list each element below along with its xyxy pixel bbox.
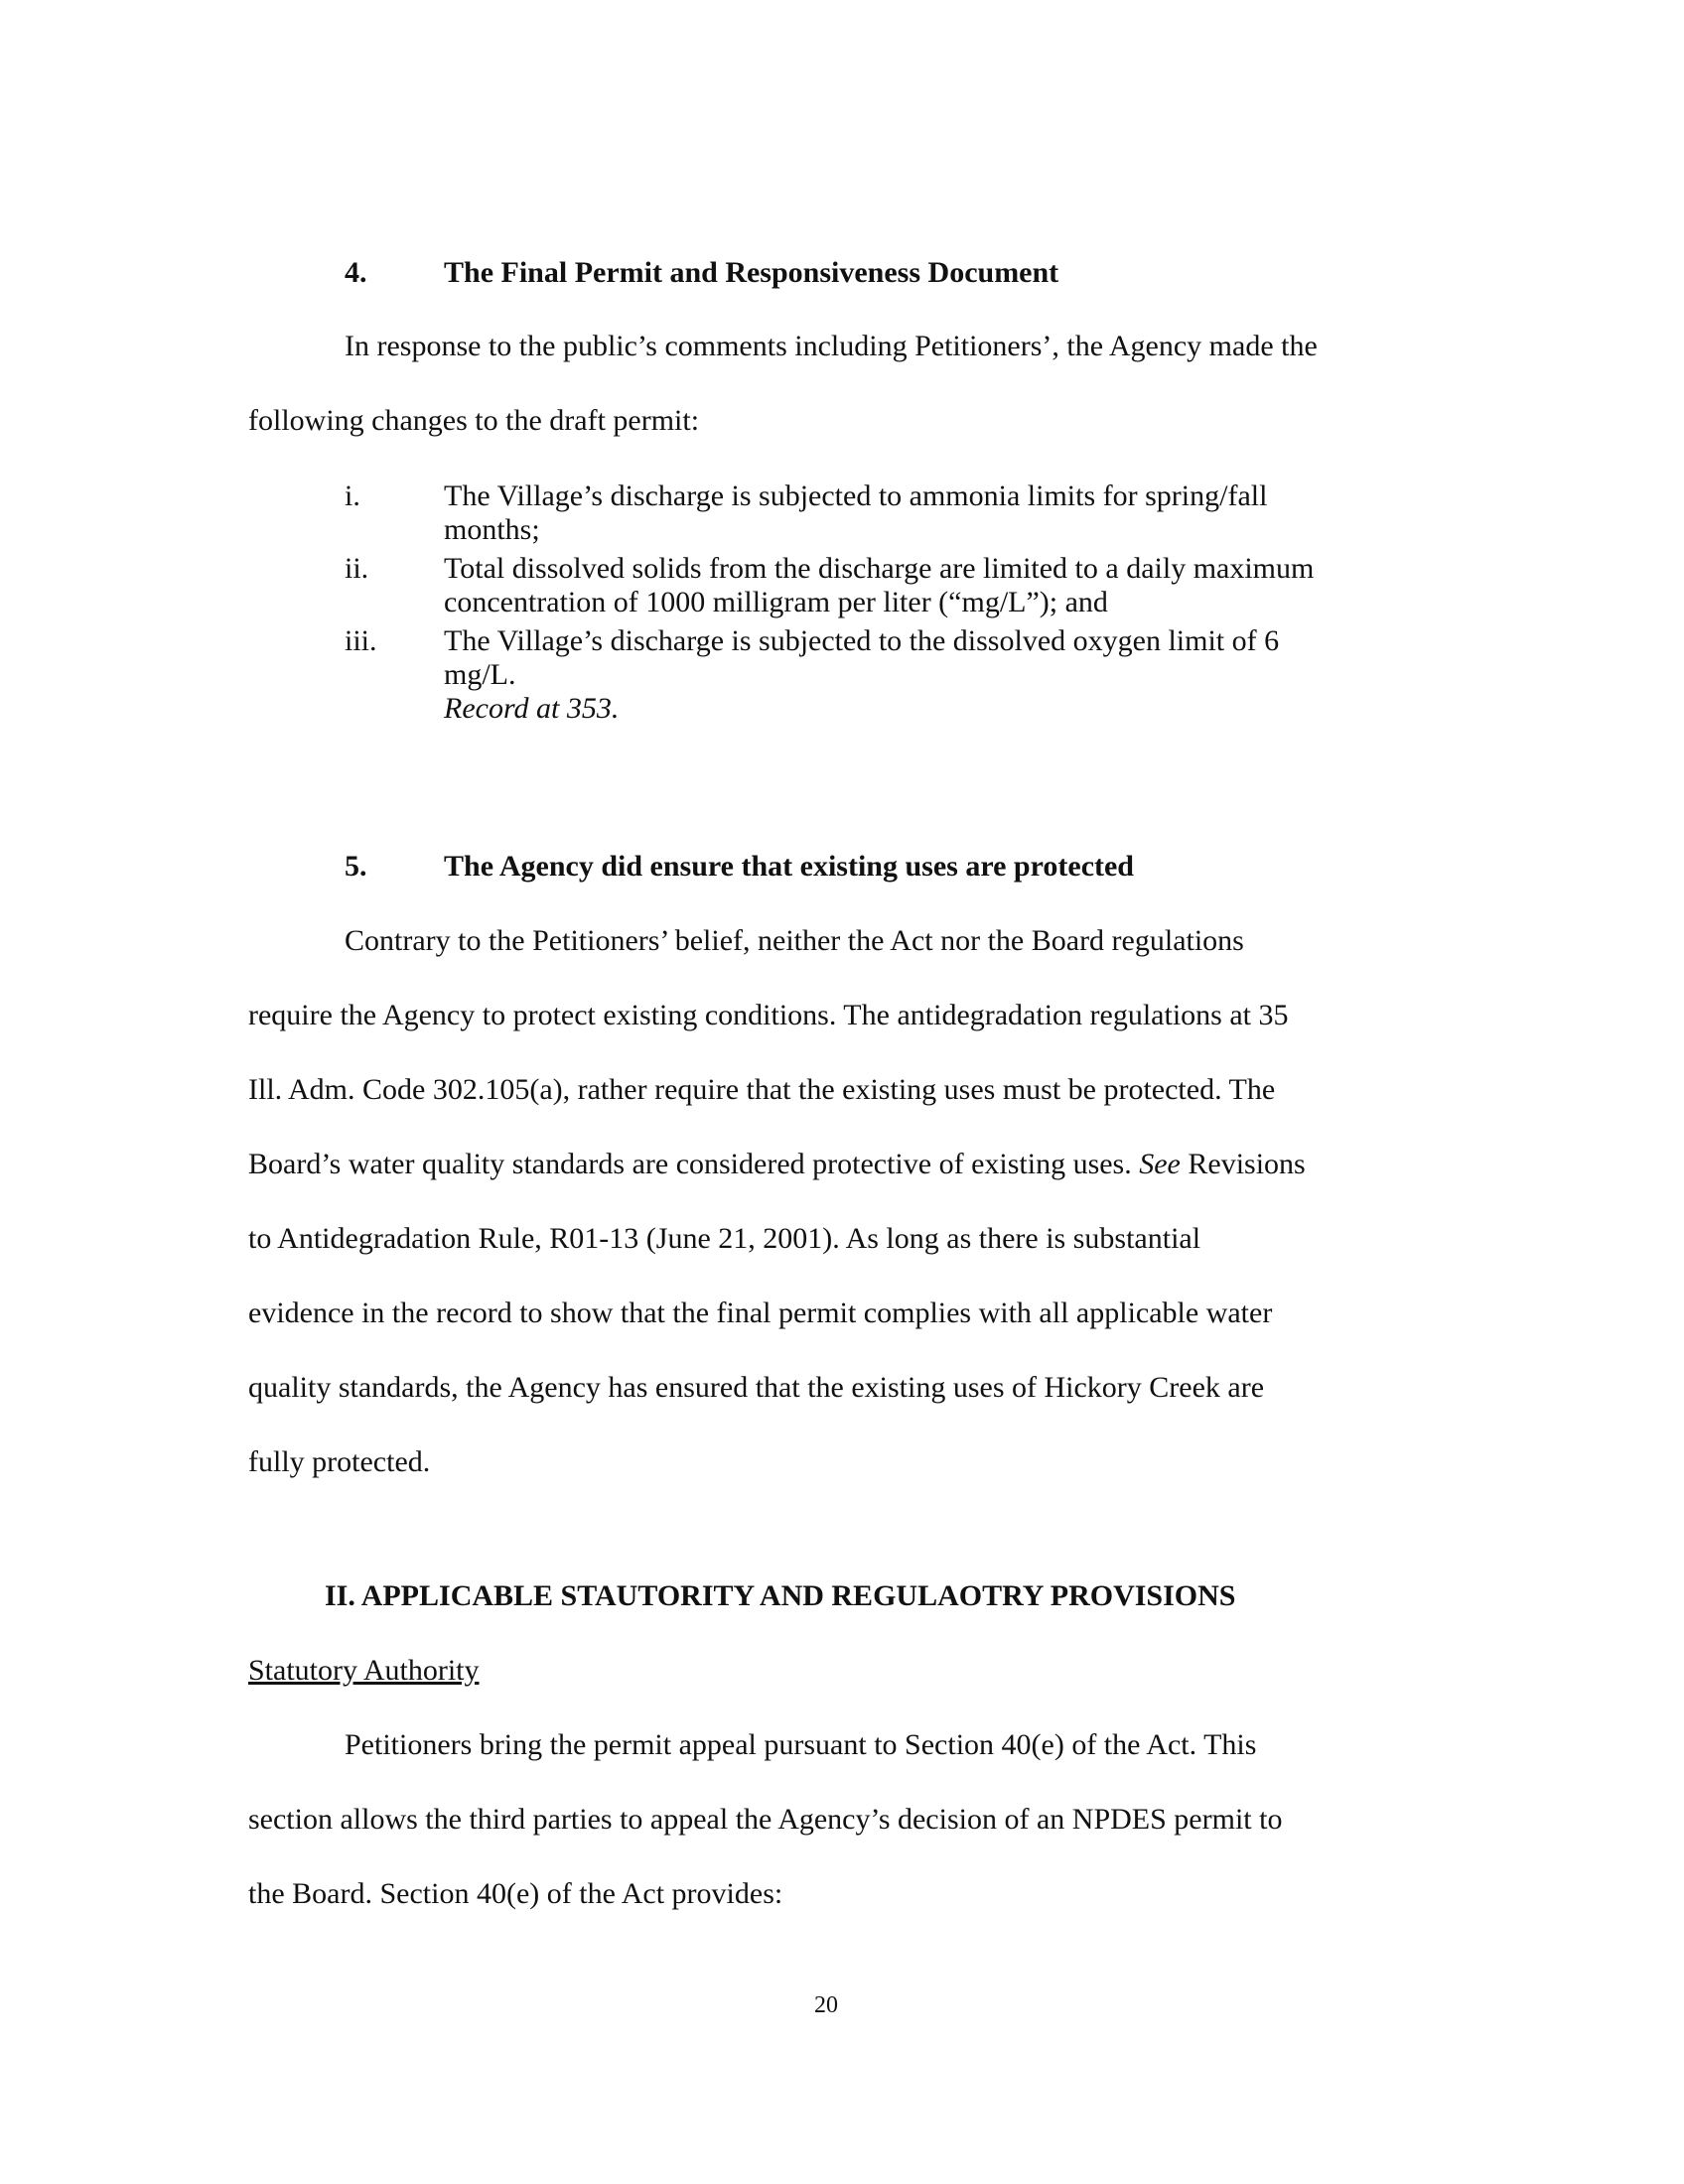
paragraph-line: Ill. Adm. Code 302.105(a), rather require that the existing uses must be protected. The <box>248 1073 1276 1106</box>
paragraph-line: the Board. Section 40(e) of the Act provides: <box>248 1877 783 1910</box>
section-4-title: The Final Permit and Responsiveness Document <box>444 256 1059 289</box>
list-item-number: ii. <box>345 552 369 585</box>
paragraph-line: fully protected. <box>248 1445 431 1478</box>
list-item-number: iii. <box>345 624 377 657</box>
paragraph-text: Board’s water quality standards are considered protective of existing uses. <box>248 1148 1132 1180</box>
statutory-authority-subheading: Statutory Authority <box>248 1654 480 1687</box>
page-number: 20 <box>814 1992 838 2018</box>
list-item-line: months; <box>444 513 540 546</box>
list-item-line: concentration of 1000 milligram per liter (“mg/L”); and <box>444 586 1108 618</box>
section-4-intro-line-2: following changes to the draft permit: <box>248 404 700 437</box>
paragraph-line: evidence in the record to show that the final permit complies with all applicable water <box>248 1297 1273 1329</box>
section-4-intro-line-1: In response to the public’s comments including Petitioners’, the Agency made the <box>345 330 1318 362</box>
paragraph-line: Contrary to the Petitioners’ belief, neither the Act nor the Board regulations <box>345 924 1244 957</box>
see-signal: See <box>1139 1148 1181 1180</box>
record-reference: Record at 353. <box>444 692 620 725</box>
paragraph-line: Petitioners bring the permit appeal pursuant to Section 40(e) of the Act. This <box>345 1728 1257 1761</box>
list-item-number: i. <box>345 479 360 512</box>
list-item-line: The Village’s discharge is subjected to the dissolved oxygen limit of 6 <box>444 624 1280 657</box>
paragraph-line <box>248 1148 1306 1181</box>
list-item-line: mg/L. <box>444 658 516 691</box>
paragraph-line: to Antidegradation Rule, R01-13 (June 21, 2001). As long as there is substantial <box>248 1222 1201 1255</box>
paragraph-line: section allows the third parties to appeal the Agency’s decision of an NPDES permit to <box>248 1803 1283 1836</box>
list-item-line: The Village’s discharge is subjected to ammonia limits for spring/fall <box>444 479 1268 512</box>
paragraph-line: require the Agency to protect existing conditions. The antidegradation regulations at 35 <box>248 999 1289 1031</box>
paragraph-text: Revisions <box>1180 1148 1306 1180</box>
section-ii-heading: II. APPLICABLE STAUTORITY AND REGULAOTRY PROVISIONS <box>325 1579 1236 1612</box>
section-5-title: The Agency did ensure that existing uses are protected <box>444 850 1134 883</box>
list-item-line: Total dissolved solids from the discharge are limited to a daily maximum <box>444 552 1315 585</box>
section-5-number: 5. <box>345 850 367 883</box>
paragraph-line: quality standards, the Agency has ensured that the existing uses of Hickory Creek are <box>248 1371 1265 1404</box>
section-4-number: 4. <box>345 256 367 289</box>
